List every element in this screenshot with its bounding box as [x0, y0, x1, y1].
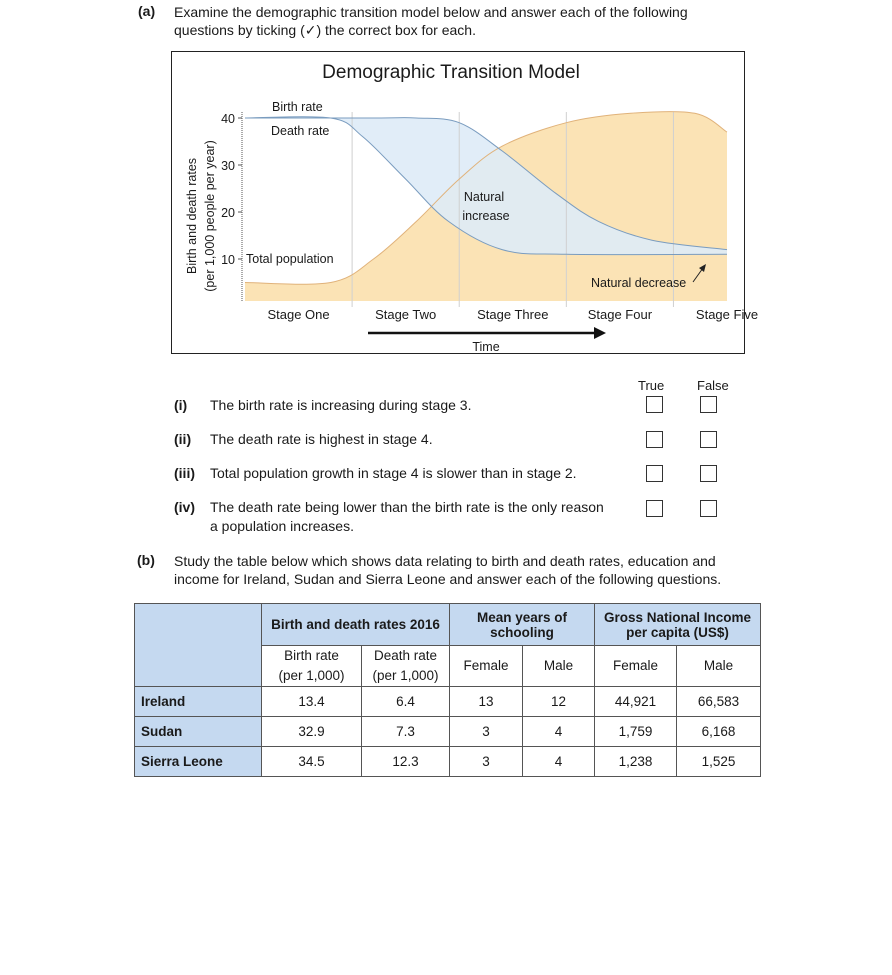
header-gni-line2: per capita (US$) [626, 624, 729, 640]
y-axis-title-line2: (per 1,000 people per year) [203, 140, 217, 292]
part-a-line2: questions by ticking (✓) the correct box for each. [174, 22, 476, 38]
subheader-birth-rate-line1: Birth rate [284, 648, 339, 663]
row-sierra-leone-school-female: 3 [450, 747, 523, 777]
statement-4-true-checkbox[interactable] [646, 500, 663, 517]
natural-increase-label-line1: Natural [463, 190, 505, 204]
part-a-instructions [174, 3, 688, 39]
statement-1-true-checkbox[interactable] [646, 396, 663, 413]
table-row [135, 717, 761, 747]
statement-2-false-checkbox[interactable] [700, 431, 717, 448]
statement-4-line2: a population increases. [210, 518, 354, 534]
part-b-instructions [174, 552, 721, 588]
subheader-death-rate-line1: Death rate [373, 648, 438, 663]
table-row [135, 747, 761, 777]
table-header-row-1 [135, 604, 761, 646]
row-ireland-school-female: 13 [450, 687, 523, 717]
statement-1-text [210, 396, 620, 415]
statement-4-number: (iv) [174, 499, 195, 515]
y-tick-label-30: 30 [221, 159, 235, 173]
row-sudan-gni-female: 1,759 [595, 717, 677, 747]
total-population-label: Total population [246, 252, 334, 266]
statement-2-true-checkbox[interactable] [646, 431, 663, 448]
row-sierra-leone-country: Sierra Leone [135, 747, 262, 777]
stage-label-3: Stage Three [477, 307, 549, 322]
statement-3-false-checkbox[interactable] [700, 465, 717, 482]
natural-decrease-label: Natural decrease [591, 276, 687, 290]
natural-increase-label-line2: increase [462, 209, 510, 223]
demographic-transition-figure [171, 51, 759, 354]
stage-label-1: Stage One [267, 307, 330, 322]
subheader-birth-rate [262, 646, 362, 687]
x-axis-title: Time [472, 340, 500, 354]
row-ireland-birth-rate: 13.4 [262, 687, 362, 717]
part-b-label: (b) [137, 552, 155, 568]
part-a-label: (a) [138, 3, 156, 19]
statement-4-line1: The death rate being lower than the birth rate is the only reason [210, 499, 604, 515]
row-sierra-leone-gni-male: 1,525 [677, 747, 761, 777]
subheader-gni-male: Male [677, 646, 761, 687]
stage-label-5: Stage Five [695, 307, 759, 322]
subheader-gni-female: Female [595, 646, 677, 687]
y-tick-label-40: 40 [221, 112, 235, 126]
row-sudan-death-rate: 7.3 [362, 717, 450, 747]
statement-3-number: (iii) [174, 465, 195, 481]
subheader-schooling-male: Male [523, 646, 595, 687]
table-row [135, 687, 761, 717]
row-sierra-leone-gni-female: 1,238 [595, 747, 677, 777]
row-ireland-death-rate: 6.4 [362, 687, 450, 717]
y-axis-title-line1: Birth and death rates [185, 157, 199, 275]
statement-4-false-checkbox[interactable] [700, 500, 717, 517]
statement-2-line1: The death rate is highest in stage 4. [210, 431, 433, 447]
header-mean-years-schooling [450, 604, 595, 646]
statement-3-true-checkbox[interactable] [646, 465, 663, 482]
row-ireland-school-male: 12 [523, 687, 595, 717]
row-sudan-birth-rate: 32.9 [262, 717, 362, 747]
row-sierra-leone-birth-rate: 34.5 [262, 747, 362, 777]
part-b-line2: income for Ireland, Sudan and Sierra Leone and answer each of the following questions. [174, 571, 722, 587]
subheader-schooling-female: Female [450, 646, 523, 687]
birth-rate-label: Birth rate [272, 100, 323, 114]
false-column-header: False [697, 378, 729, 393]
y-tick-label-20: 20 [221, 206, 235, 220]
statement-1-number: (i) [174, 397, 188, 413]
time-arrowhead [594, 327, 606, 339]
death-rate-label: Death rate [271, 124, 330, 138]
statement-3-line1: Total population growth in stage 4 is slower than in stage 2. [210, 465, 577, 481]
header-gni-line1: Gross National Income [603, 609, 752, 625]
part-a-line1: Examine the demographic transition model below and answer each of the following [174, 4, 688, 20]
row-sudan-country: Sudan [135, 717, 262, 747]
header-schooling-line1: Mean years of [476, 609, 568, 625]
statement-4-text [210, 498, 620, 536]
statement-1-line1: The birth rate is increasing during stage 3. [210, 397, 472, 413]
row-sudan-school-male: 4 [523, 717, 595, 747]
row-ireland-gni-male: 66,583 [677, 687, 761, 717]
row-ireland-gni-female: 44,921 [595, 687, 677, 717]
header-birth-death-rates: Birth and death rates 2016 [262, 604, 450, 646]
subheader-birth-rate-line2: (per 1,000) [278, 668, 345, 683]
statement-1-false-checkbox[interactable] [700, 396, 717, 413]
row-sudan-gni-male: 6,168 [677, 717, 761, 747]
subheader-death-rate-line2: (per 1,000) [372, 668, 439, 683]
part-b-line1: Study the table below which shows data relating to birth and death rates, education and [174, 553, 716, 569]
dtm-chart [172, 52, 759, 354]
statement-3-text [210, 464, 620, 483]
header-schooling-line2: schooling [490, 624, 554, 640]
country-data-table [134, 603, 761, 777]
statement-2-text [210, 430, 620, 449]
statement-2-number: (ii) [174, 431, 192, 447]
table-corner-cell [135, 604, 262, 687]
true-column-header: True [638, 378, 665, 393]
stage-label-4: Stage Four [587, 307, 653, 322]
row-ireland-country: Ireland [135, 687, 262, 717]
chart-title: Demographic Transition Model [322, 62, 580, 83]
stage-label-2: Stage Two [375, 307, 437, 322]
subheader-death-rate [362, 646, 450, 687]
header-gni-per-capita [595, 604, 761, 646]
row-sierra-leone-school-male: 4 [523, 747, 595, 777]
row-sudan-school-female: 3 [450, 717, 523, 747]
row-sierra-leone-death-rate: 12.3 [362, 747, 450, 777]
y-tick-label-10: 10 [221, 253, 235, 267]
